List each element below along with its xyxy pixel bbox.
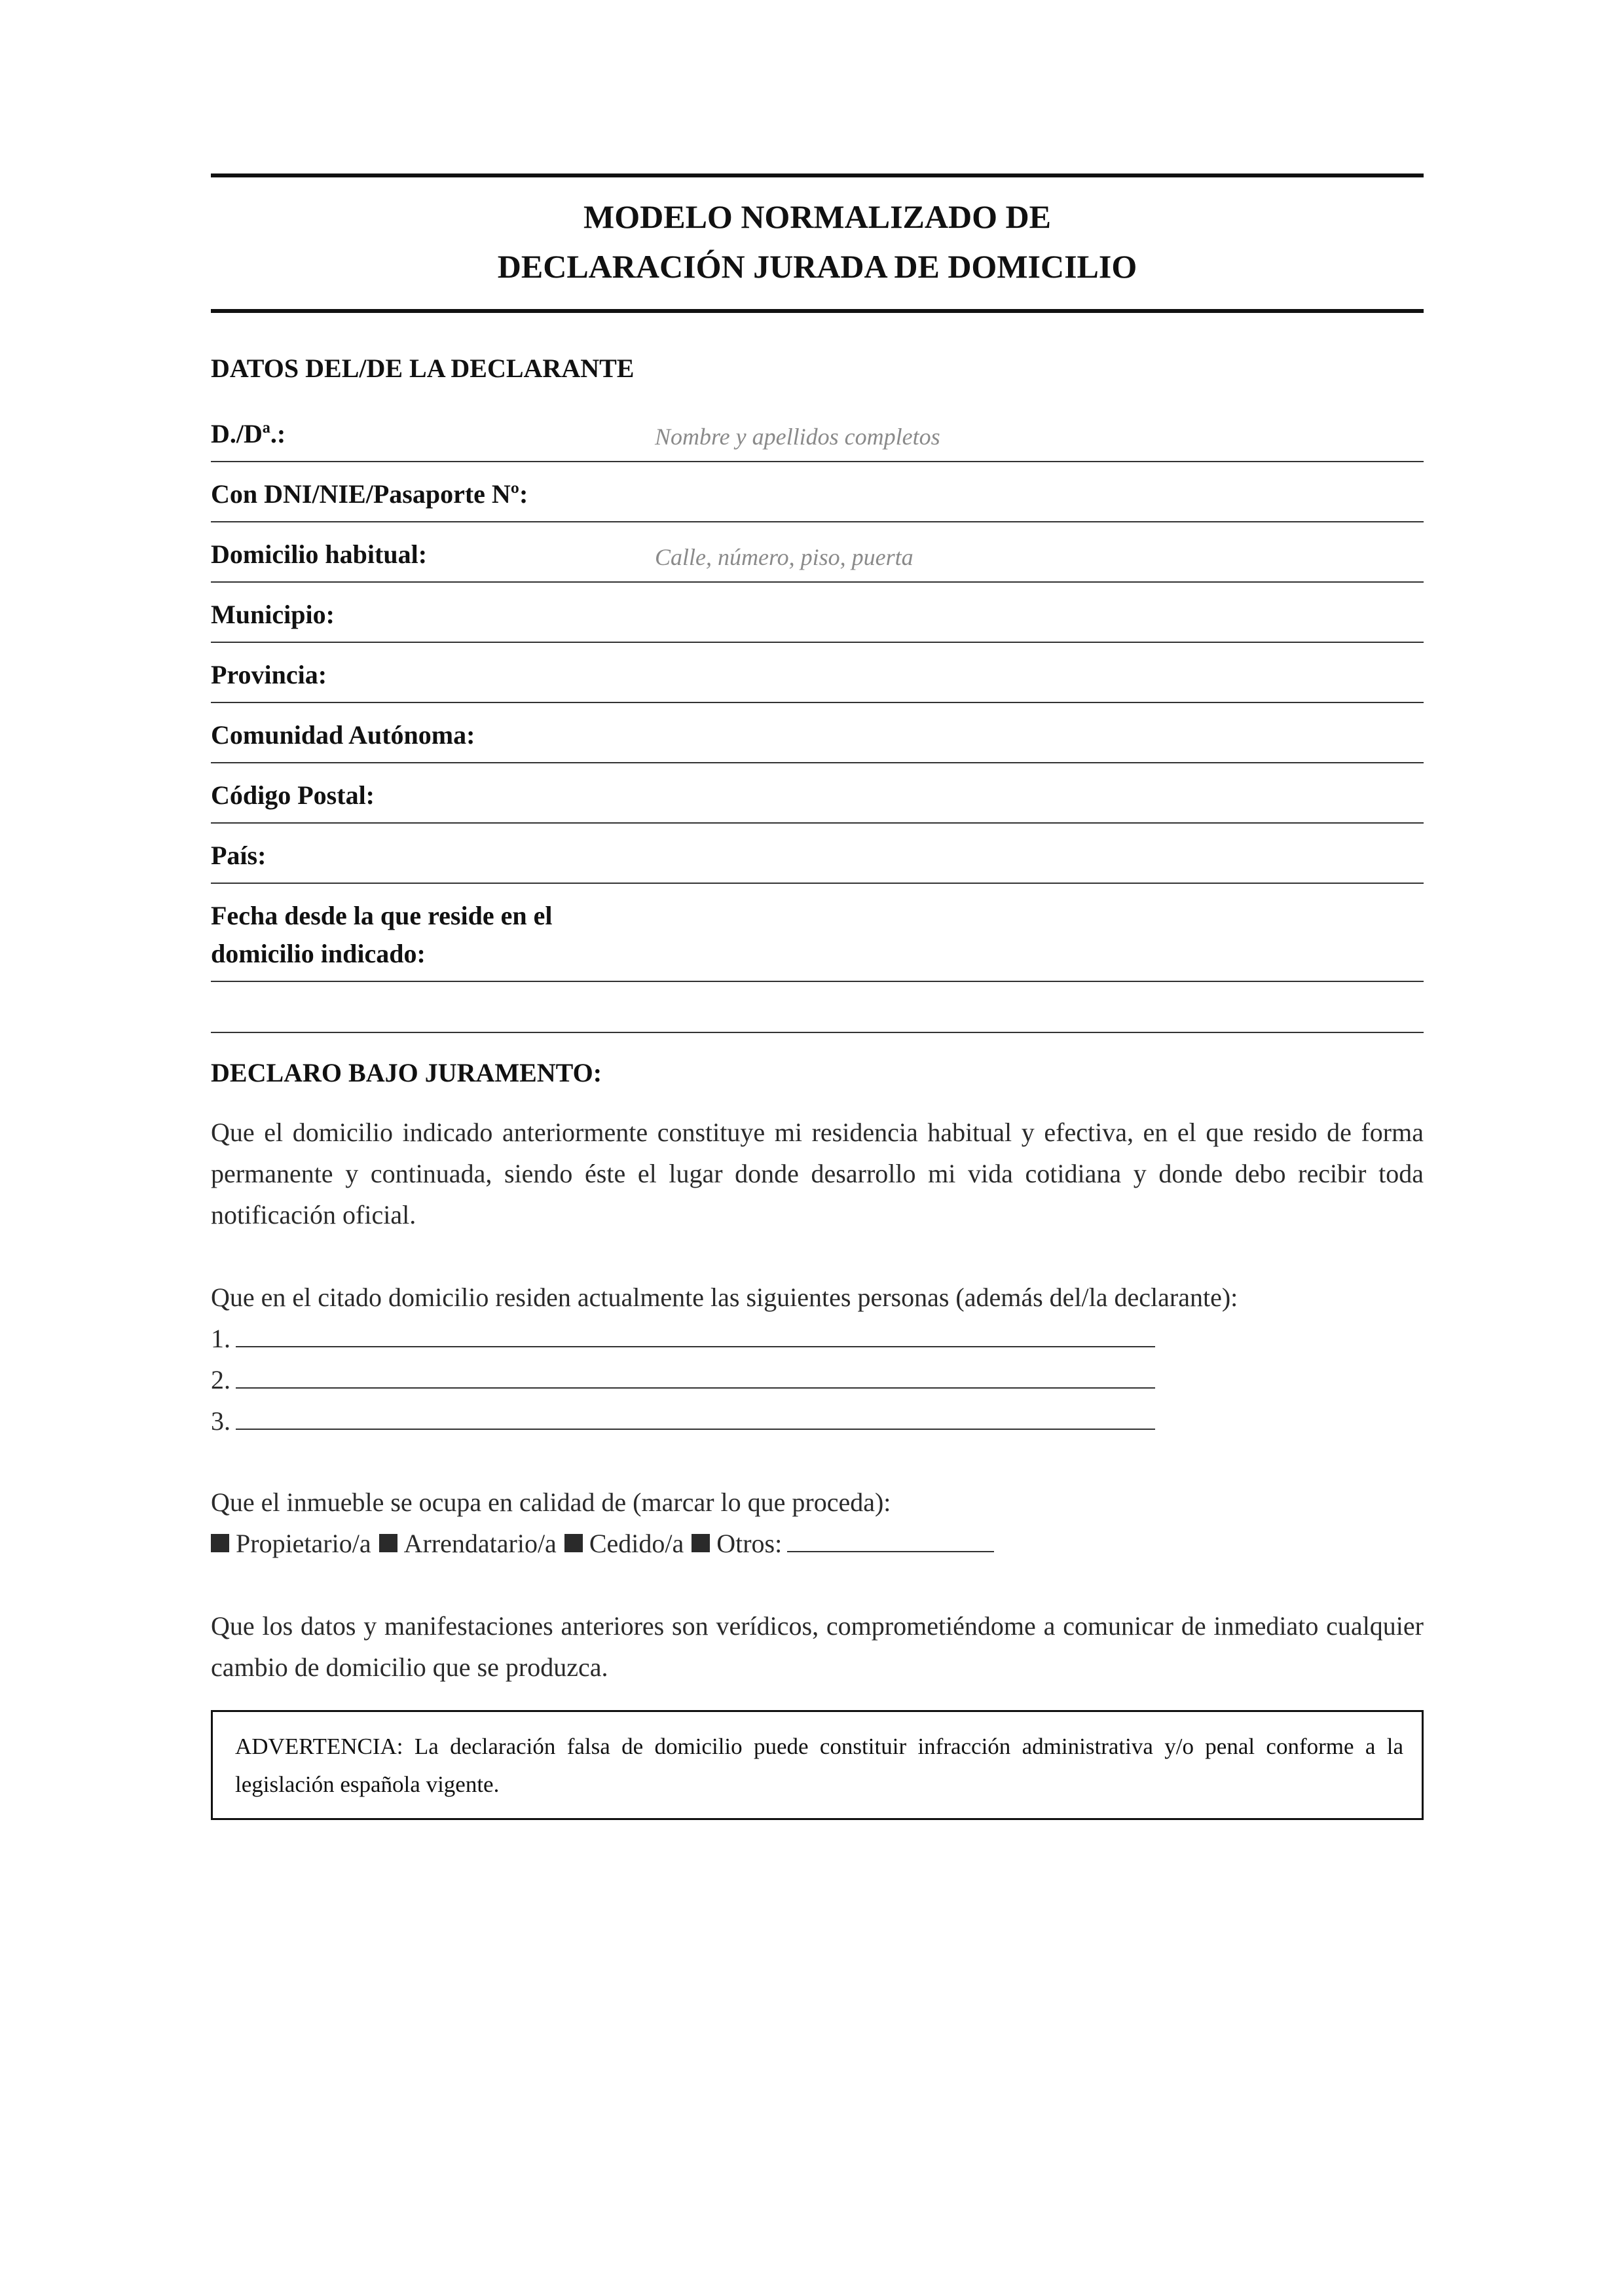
checkbox-ceded-icon[interactable]	[564, 1534, 583, 1552]
document-title-line-2: DECLARACIÓN JURADA DE DOMICILIO	[497, 248, 1137, 285]
option-ceded[interactable]	[564, 1523, 684, 1564]
declarant-section-heading: DATOS DEL/DE LA DECLARANTE	[211, 354, 635, 383]
option-other[interactable]	[692, 1523, 994, 1564]
option-tenant-label: Arrendatario/a	[403, 1529, 557, 1558]
field-residence-since-label: Fecha desde la que reside en el domicilio indicado:	[211, 901, 553, 968]
person-line-2-blank[interactable]	[236, 1364, 1155, 1389]
checkbox-owner-icon[interactable]	[211, 1534, 229, 1552]
occupancy-intro: Que el inmueble se ocupa en calidad de (marcar lo que proceda):	[211, 1487, 891, 1517]
field-id-document-label: Con DNI/NIE/Pasaporte Nº:	[211, 479, 528, 509]
warning-box	[211, 1710, 1424, 1820]
document-page	[211, 0, 1424, 2296]
field-address[interactable]	[211, 522, 1424, 583]
occupancy-options	[211, 1523, 1002, 1564]
person-line-3[interactable]	[211, 1400, 1155, 1442]
person-line-1-blank[interactable]	[236, 1322, 1155, 1347]
declaration-paragraph-truthfulness: Que los datos y manifestaciones anteriores son verídicos, comprometiéndome a comunicar de inmediato cualquier cambio de domicilio que se produzca.	[211, 1611, 1424, 1682]
extra-blank-line[interactable]	[211, 982, 1424, 1033]
option-tenant[interactable]	[379, 1523, 557, 1564]
person-line-1-number: 1.	[211, 1324, 231, 1353]
option-other-label: Otros:	[716, 1529, 783, 1558]
field-name-label: D./Dª.:	[211, 419, 286, 448]
declaration-heading: DECLARO BAJO JURAMENTO:	[211, 1058, 602, 1087]
field-residence-since[interactable]	[211, 884, 1424, 982]
option-owner-label: Propietario/a	[236, 1529, 371, 1558]
field-postal-code[interactable]	[211, 763, 1424, 824]
person-line-1[interactable]	[211, 1318, 1155, 1359]
person-line-3-blank[interactable]	[236, 1405, 1155, 1430]
field-autonomous-community-label: Comunidad Autónoma:	[211, 720, 475, 750]
warning-text: ADVERTENCIA: La declaración falsa de domicilio puede constituir infracción administrativa y/o penal conforme a la legislación española vigente.	[235, 1734, 1403, 1797]
field-id-document[interactable]	[211, 462, 1424, 522]
option-owner[interactable]	[211, 1523, 371, 1564]
field-municipality[interactable]	[211, 583, 1424, 643]
field-country[interactable]	[211, 824, 1424, 884]
field-name-placeholder[interactable]: Nombre y apellidos completos	[655, 424, 940, 450]
field-address-placeholder[interactable]: Calle, número, piso, puerta	[655, 544, 913, 570]
person-line-3-number: 3.	[211, 1406, 231, 1436]
header-bottom-rule	[211, 309, 1424, 313]
field-autonomous-community[interactable]	[211, 703, 1424, 763]
checkbox-tenant-icon[interactable]	[379, 1534, 397, 1552]
option-other-blank[interactable]	[787, 1527, 994, 1552]
declaration-paragraph-residence: Que el domicilio indicado anteriormente constituye mi residencia habitual y efectiva, en el que resido de forma permanente y continuada, siendo éste el lugar donde desarrollo mi vida cotidiana y donde debo recibir toda notificación oficial.	[211, 1118, 1424, 1230]
header-top-rule	[211, 173, 1424, 177]
persons-intro: Que en el citado domicilio residen actualmente las siguientes personas (además del/la declarante):	[211, 1283, 1238, 1312]
field-postal-code-label: Código Postal:	[211, 780, 375, 810]
field-country-label: País:	[211, 841, 267, 870]
option-ceded-label: Cedido/a	[589, 1529, 684, 1558]
person-line-2[interactable]	[211, 1359, 1155, 1400]
field-municipality-label: Municipio:	[211, 600, 335, 629]
checkbox-other-icon[interactable]	[692, 1534, 710, 1552]
field-province[interactable]	[211, 643, 1424, 703]
person-line-2-number: 2.	[211, 1365, 231, 1394]
document-title-line-1: MODELO NORMALIZADO DE	[583, 198, 1051, 235]
field-province-label: Provincia:	[211, 660, 327, 689]
field-name[interactable]	[211, 401, 1424, 462]
field-address-label: Domicilio habitual:	[211, 539, 428, 569]
